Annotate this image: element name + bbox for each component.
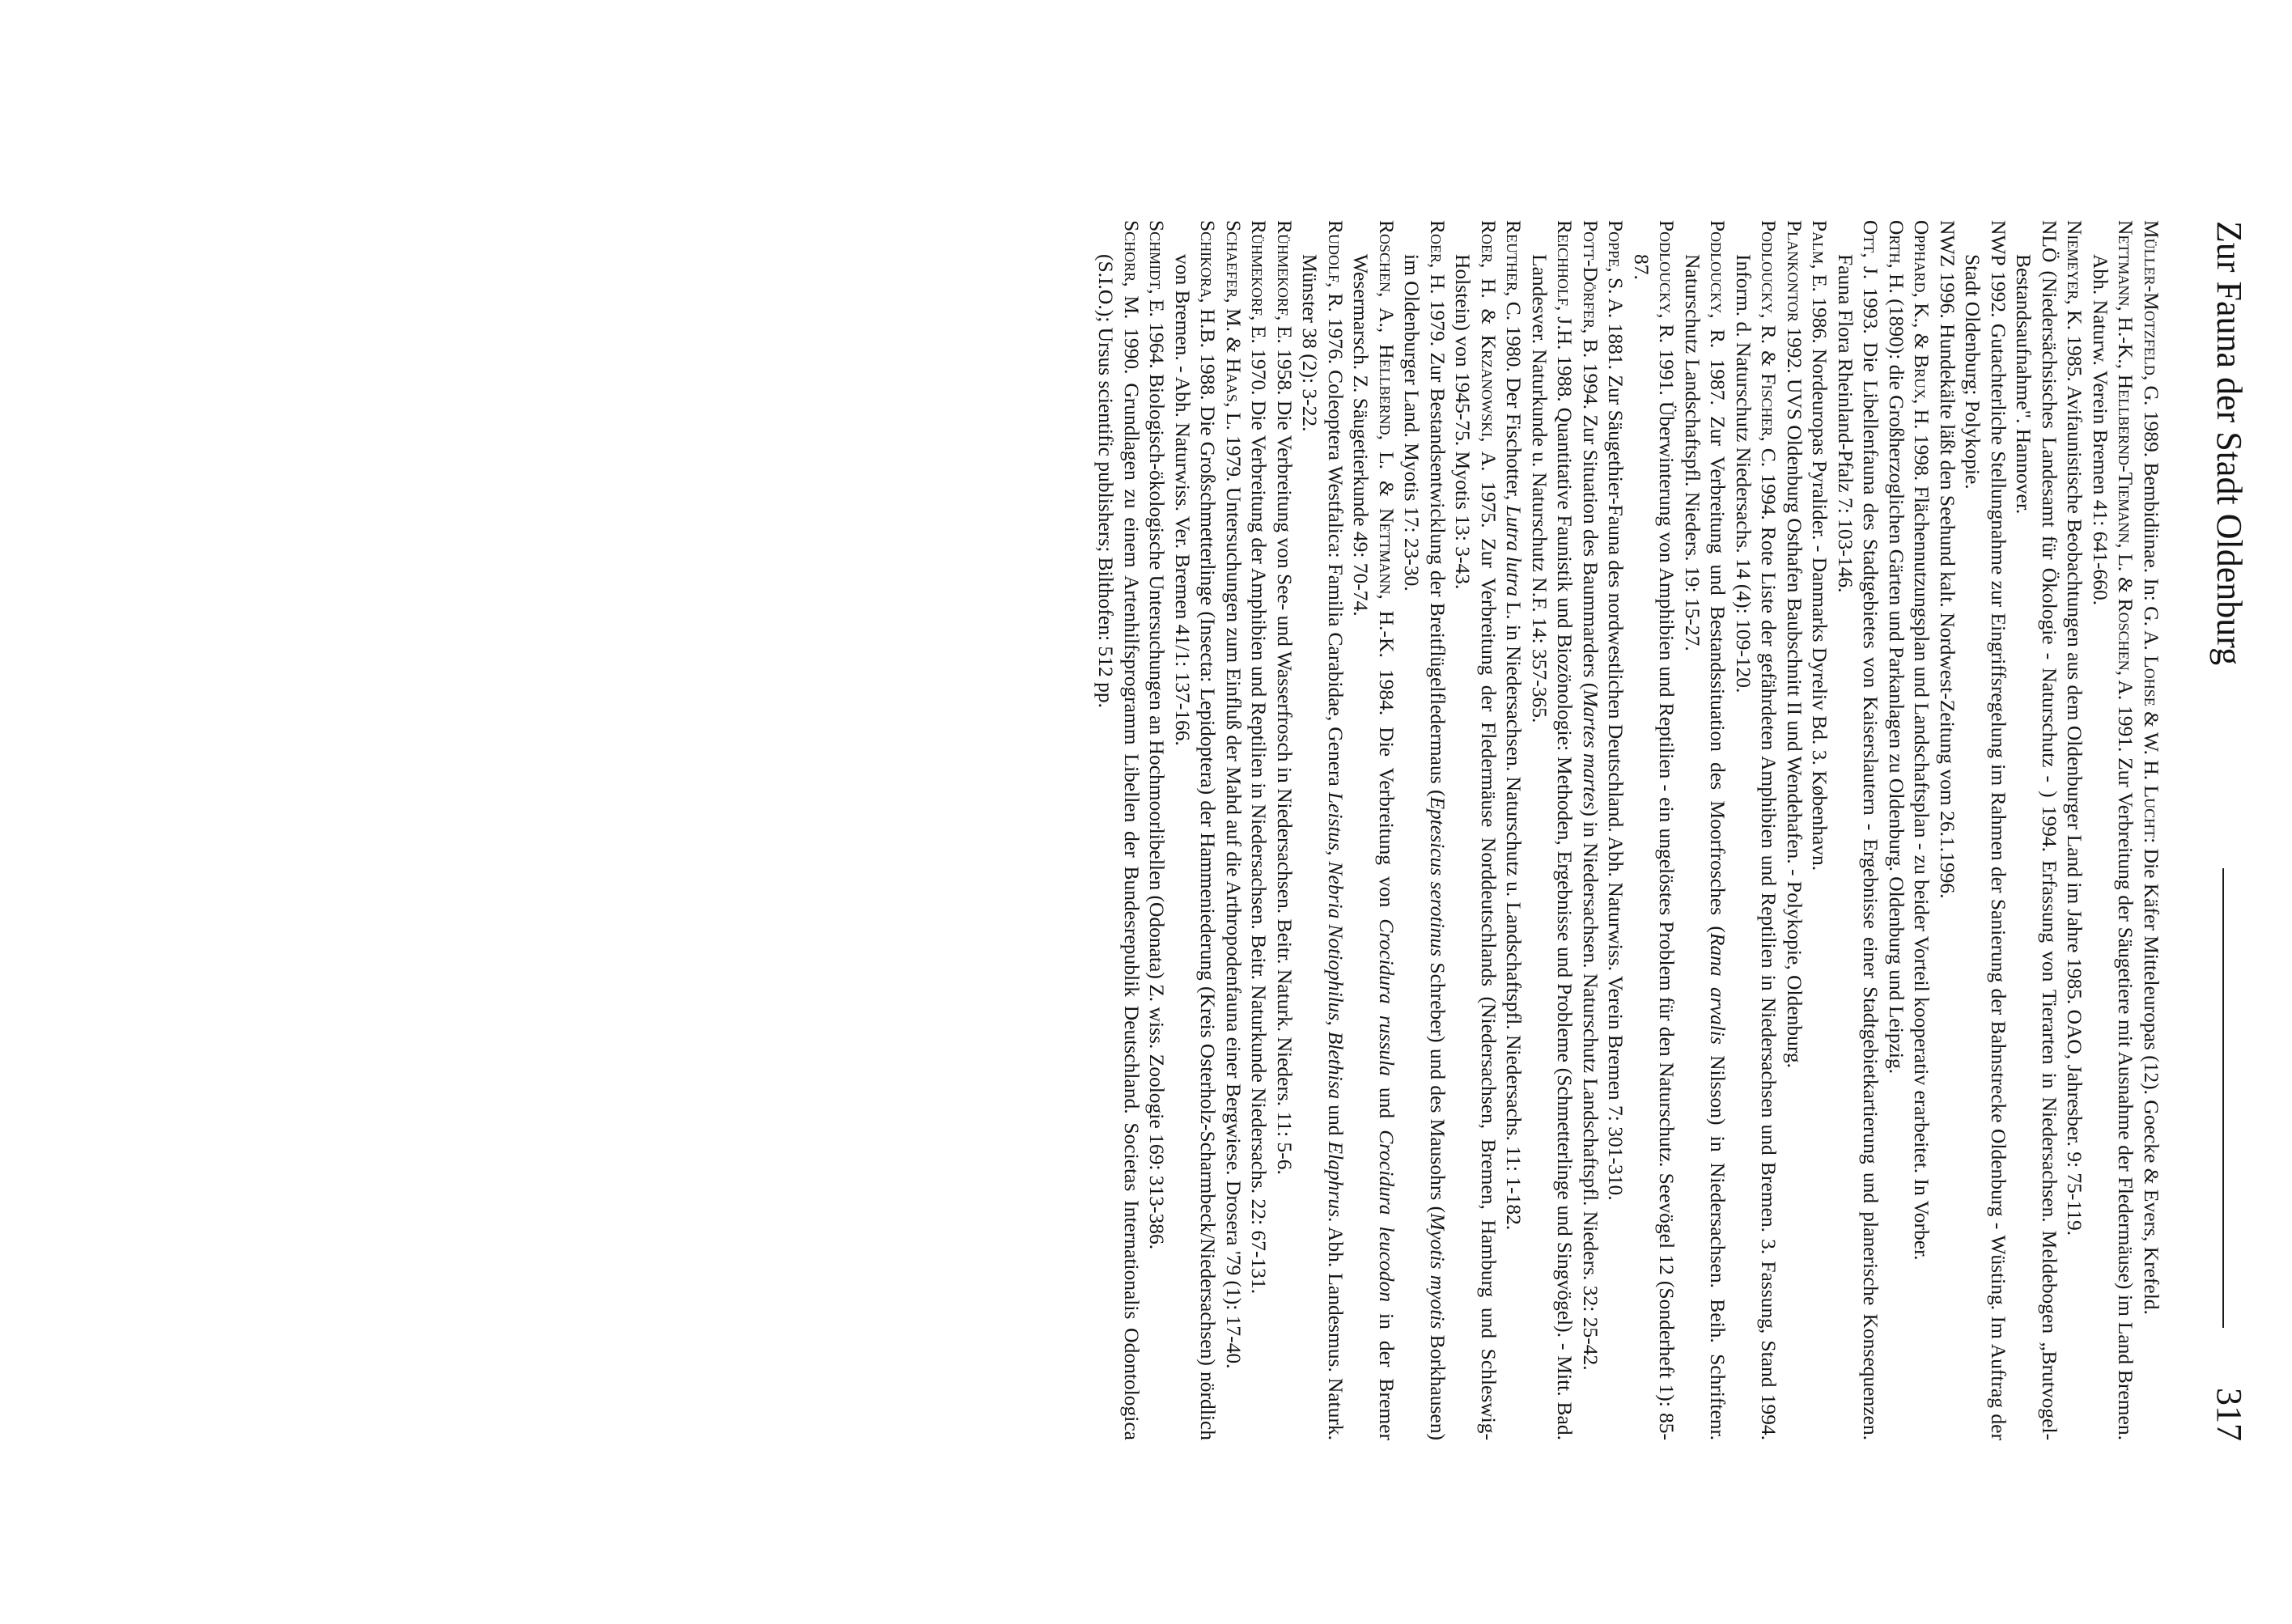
reference-list [1093,220,2164,1440]
reference-entry [1272,220,1298,1440]
reference-text: , L. & [2114,543,2138,599]
reference-entry [1935,220,1961,1440]
reference-author: Roer [1477,220,1500,264]
reference-text: , J.H. 1988. Quantitative Faunistik und Biozönologie: Methoden, Ergebnisse und Probleme (Schmetterlinge und Singvögel). - Mitt. Bad. Landesver. Naturkunde u. Naturschutz N.F. 14: 357-365. [1528,254,1577,1440]
reference-text: , L. 1979. Untersuchungen zum Einfluß der Mahd auf die Arthropodenfauna einer Bergwiese. Drosera '79 (1): 17-40. [1222,402,1246,1369]
reference-entry [1629,220,1680,1440]
page-number: 317 [2209,1388,2249,1441]
reference-text: , E. 1970. Die Verbreitung der Amphibien und Reptilien in Niedersachsen. Beitr. Naturkunde Niedersachs. 22: 67-131. [1247,316,1271,1295]
reference-author: Krzanowski [1477,334,1500,438]
reference-entry [2139,220,2165,1440]
reference-author: Nettmann [2114,220,2138,307]
reference-text: , R. 1976. Coleoptera Westfalica: Familia Carabidae, Genera [1324,282,1348,792]
reference-text: : Die Käfer Mitteleuropas (12). Goecke & Evers, Krefeld. [2140,837,2163,1315]
reference-text: , C. 1980. Der Fischotter, [1502,291,1526,506]
reference-entry [1399,220,1450,1440]
reference-author: Podloucky [1655,220,1679,314]
reference-author: Roschen [1375,220,1399,293]
reference-entry [1093,220,1144,1440]
reference-taxon: Elaphrus [1324,1141,1348,1218]
reference-text: , E. 1958. Die Verbreitung von See- und Wasserfrosch in Niedersachsen. Beitr. Naturk. Nieders. 11: 5-6. [1273,316,1297,1175]
reference-entry [1833,220,1884,1440]
reference-text: NWZ 1996. Hundekälte läßt den Seehund kalt. Nordwest-Zeitung vom 26.1.1996. [1936,220,1959,899]
reference-text: , H.-K., [2114,306,2138,375]
reference-text: NWP 1992. Gutachterliche Stellungnahme zur Eingriffsregelung im Rahmen der Sanierung der Bahnstrecke Oldenburg - Wüsting. Im Auftrag der Stadt Oldenburg; Polykopie. [1961,220,2010,1440]
reference-text: ) in Niedersachsen. Naturschutz Landschaftspfl. Nieders. 32: 25-42. [1579,809,1602,1371]
reference-author: Rühmekorf [1247,220,1271,316]
reference-author: Reuther [1502,220,1526,291]
reference-taxon: Leistus, Nebria Notiophilus, Blethisa [1324,791,1348,1100]
reference-entry [1680,220,1731,1440]
reference-author: Müller-Motzfeld [2140,220,2163,375]
reference-text: , M. & [1222,298,1246,358]
reference-entry [1578,220,1604,1440]
reference-entry [1527,220,1578,1440]
reference-entry [2011,220,2062,1440]
running-title: Zur Fauna der Stadt Oldenburg [2209,221,2249,666]
reference-entry [1603,220,1629,1440]
reference-author: Fischer [1757,373,1781,437]
reference-author: Opphard [1910,220,1934,293]
reference-entry [1960,220,2011,1440]
reference-taxon: Lutra lutra [1502,505,1526,597]
reference-text: , H. 1998. Flächennutzungsplan und Landschaftsplan - zu beider Vorteil kooperativ erarbeitet. In Vorber. [1910,398,1934,1261]
reference-text: & W. H. [2140,706,2163,786]
reference-entry [2088,220,2139,1440]
reference-author: Roer [1426,220,1449,264]
reference-text: , L. & [1375,435,1399,508]
reference-text: , H. & [1477,263,1500,335]
reference-author: Nettmann [1375,507,1399,595]
running-head [2190,221,2253,1441]
reference-text: , R. 1987. Zur Verbreitung und Bestandssituation des Moorfrosches ( [1706,313,1730,933]
reference-text: , A. 1991. Zur Verbreitung der Säugetiere mit Ausnahme der Fledermäuse) im Land Bremen. Abh. Naturw. Verein Bremen 41: 641-660. [2089,254,2138,1440]
reference-author: Niemeyer [2063,220,2087,300]
reference-author: Schmidt [1145,220,1169,290]
reference-author: Podloucky [1706,220,1730,314]
reference-author: Schorr [1120,220,1144,282]
reference-author: Pott-Dörfer [1579,220,1602,329]
reference-text: Schreber) und des Mausohrs ( [1426,956,1449,1214]
reference-entry [1450,220,1501,1440]
reference-text: , G. 1989. Bembidiinae. In: G. A. [2140,375,2163,656]
reference-taxon: Eptesicus serotinus [1426,796,1449,957]
reference-author: Poppe [1604,220,1628,268]
reference-text: , C. 1994. Rote Liste der gefährdeten Amphibien und Reptilien in Niedersachsen und Bremen. 3. Fassung, Stand 1994. Inform. d. Naturschutz Niedersachs. 14 (4): 109-120. [1732,254,1781,1440]
reference-text: , B. 1994. Zur Situation des Baummarders ( [1579,329,1602,690]
reference-entry [1731,220,1782,1440]
reference-taxon: Myotis myotis [1426,1213,1449,1329]
reference-text: in der Bremer Wesermarsch. Z. Säugetierkunde 49: 70-74. [1349,254,1399,1440]
reference-text: und [1324,1099,1348,1142]
reference-text: , A., [1375,292,1399,345]
reference-author: Schikora [1196,220,1220,299]
reference-author: Haas [1222,358,1246,403]
reference-entry [1501,220,1527,1440]
reference-author: Hellbernd-Tiemann [2114,374,2138,544]
reference-text: , K. 1985. Avifaunistische Beobachtungen aus dem Oldenburger Land im Jahre 1985. OAO, Jahresber. 9: 75-119. [2063,299,2087,1236]
reference-entry [2062,220,2088,1440]
reference-taxon: Rana arvalis [1706,932,1730,1045]
reference-text: Nilsson) in Niedersachsen. Beih. Schriftenr. Naturschutz Landschaftspfl. Nieders. 19: 15-27. [1681,254,1730,1440]
reference-text: , A. 1975. Zur Verbreitung der Fledermäuse Norddeutschlands (Niedersachsen, Bremen, Hamburg und Schleswig-Holstein) von 1945-75. Myotis 13: 3-43. [1451,254,1500,1441]
reference-entry [1170,220,1221,1440]
reference-author: Ott [1859,220,1883,253]
reference-text: , R. 1991. Überwinterung von Amphibien und Reptilien - ein ungelöstes Problem für den Naturschutz. Seevögel 12 (Sonderheft 1): 85-87. [1630,254,1679,1440]
reference-entry [1782,220,1808,1440]
reference-text: , H. 1979. Zur Bestandsentwicklung der Breitflügelfledermaus ( [1426,263,1449,797]
reference-text: , H.B. 1988. Die Großschmetterlinge (Insecta: Lepidoptera) der Hammeniederung (Kreis Osterholz-Scharmbeck/Niedersachsen) nördlich von Bremen. - Abh. Naturwiss. Ver. Bremen 41/1: 137-166. [1171,254,1220,1440]
reference-taxon: Crocidura russula [1375,918,1399,1076]
reference-entry [1807,220,1833,1440]
reference-text: 1992. UVS Oldenburg Osthafen Baubschnitt II und Wendehafen. - Polykopie, Oldenburg. [1783,321,1806,1069]
reference-author: Palm [1808,220,1832,265]
header-rule [2222,868,2224,1328]
reference-entry [1297,220,1348,1440]
reference-text: und [1375,1075,1399,1130]
reference-text: , E. 1964. Biologisch-ökologische Untersuchungen an Hochmoorlibellen (Odonata) Z. wiss. Zoologie 169: 313-386. [1145,289,1169,1250]
reference-taxon: Martes martes [1579,689,1602,810]
reference-text: NLÖ (Niedersächsisches Landesamt für Ökologie - Naturschutz - ) 1994. Erfassung von Tierarten in Niedersachsen. Meldebogen „Brutvogel-Bestandsaufnahme". Hannover. [2012,220,2061,1440]
reference-author: Podloucky [1757,220,1781,314]
reference-entry [1909,220,1935,1440]
reference-entry [1348,220,1399,1440]
reference-text: , H.-K. 1984. Die Verbreitung von [1375,594,1399,919]
reference-author: Orth [1885,220,1908,264]
reference-text: , E. 1986. Nordeuropas Pyralider. - Danmarks Dyreliv Bd. 3. København. [1808,264,1832,871]
reference-author: Rudolf [1324,220,1348,283]
reference-entry [1884,220,1910,1440]
reference-text: . Abh. Landesmus. Naturk. Münster 38 (2): 3-22. [1298,254,1348,1440]
reference-author: Schaefer [1222,220,1246,299]
reference-author: Roschen [2114,598,2138,671]
reference-text: , S. A. 1881. Zur Säugethier-Fauna des nordwestlichen Deutschland. Abh. Naturwiss. Verein Bremen 7: 301-310. [1604,267,1628,1201]
reference-author: Reichholf [1553,220,1577,307]
reference-entry [1246,220,1272,1440]
reference-text: , R. & [1757,313,1781,374]
reference-author: Hellbernd [1375,344,1399,435]
reference-text: , M. 1990. Grundlagen zu einem Artenhilfsprogramm Libellen der Bundesrepublik Deutschland. Societas Internationalis Odontologica (S.I.O.); Ursus scientific publishers; Bilthofen: 512 pp. [1094,254,1144,1440]
reference-entry [1144,220,1170,1440]
reference-text: , J. 1993. Die Libellenfauna des Stadtgebietes von Kaiserslautern - Ergebnisse einer Stadtgebietkartierung und planerische Konsequenzen. Fauna Flora Rheinland-Pfalz 7: 103-146. [1834,252,1883,1440]
reference-text: L. in Niedersachsen. Naturschutz u. Landschaftspfl. Niedersachs. 11: 1-182. [1502,596,1526,1231]
reference-taxon: Crocidura leucodon [1375,1130,1399,1303]
reference-entry [1221,220,1247,1440]
reference-author: Rühmekorf [1273,220,1297,316]
reference-text: , K., & [1910,292,1934,354]
reference-text: , H. (1890): die Großherzoglichen Gärten und Parkanlagen zu Oldenburg. Oldenburg und Leipzig. [1885,263,1908,1075]
reference-author: Lucht [2140,785,2163,838]
reference-author: Lohse [2140,655,2163,706]
reference-text: Borkhausen) im Oldenburger Land. Myotis 17: 23-30. [1400,254,1449,1440]
reference-author: Plankontor [1783,220,1806,322]
reference-author: Brux [1910,354,1934,399]
